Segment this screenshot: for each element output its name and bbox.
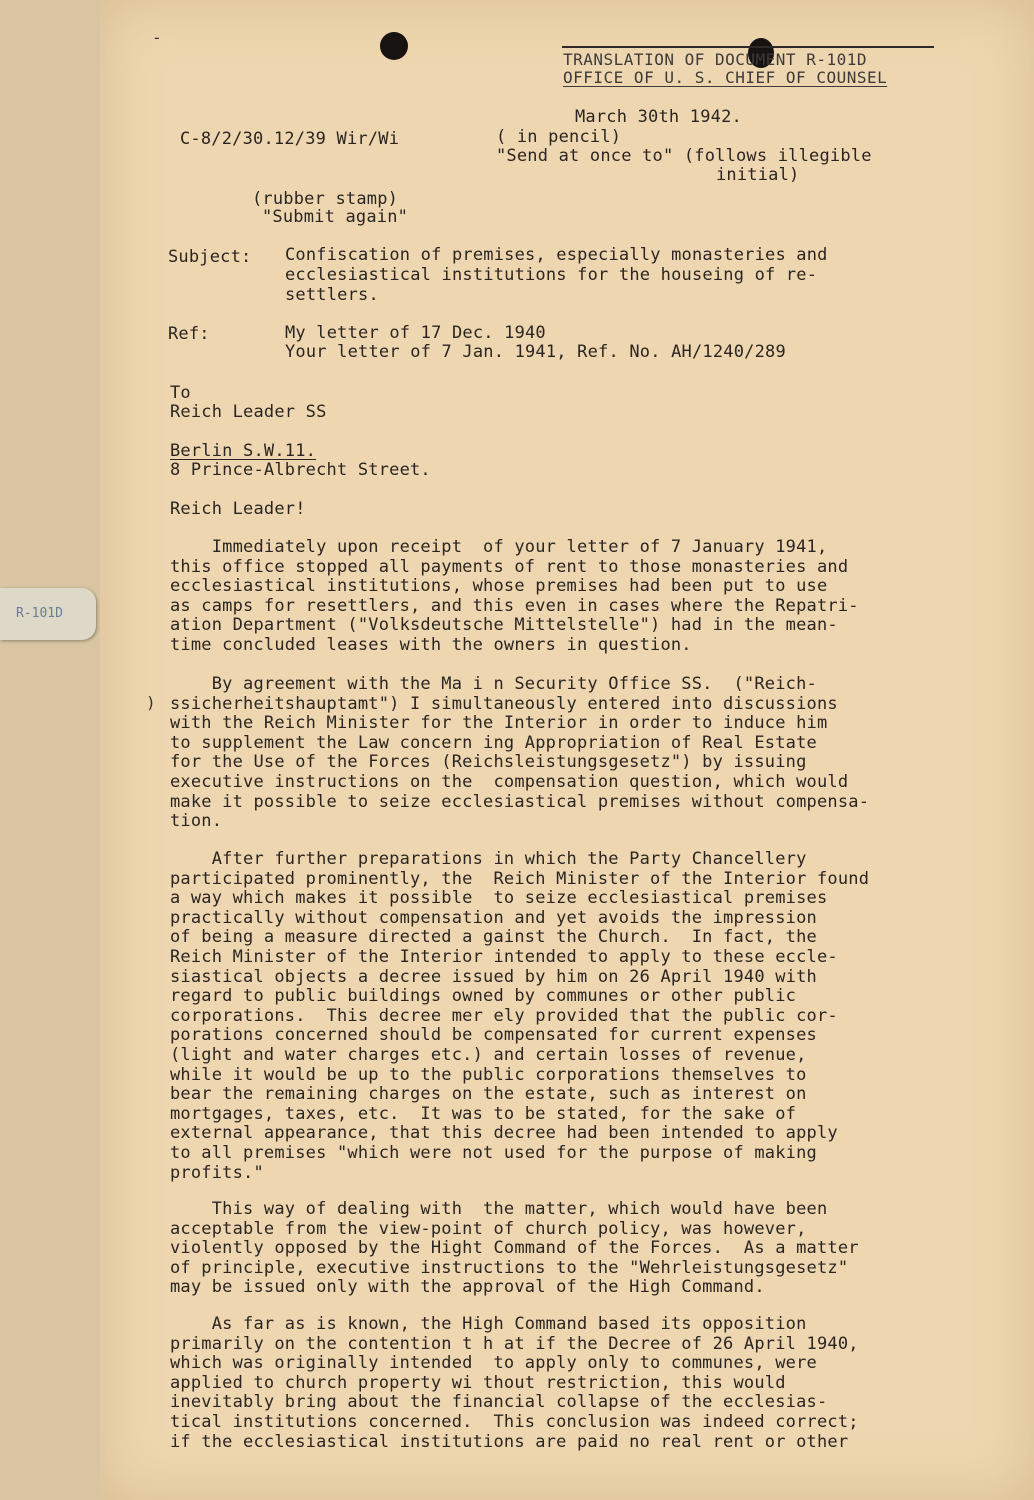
body-line: to supplement the Law concern ing Appropriation of Real Estate xyxy=(170,732,817,753)
address-recipient: Reich Leader SS xyxy=(170,402,327,422)
body-line: As far as is known, the High Command based its opposition xyxy=(170,1314,807,1334)
body-line: (light and water charges etc.) and certain losses of revenue, xyxy=(170,1045,807,1065)
body-line: mortgages, taxes, etc. It was to be stated, for the sake of xyxy=(170,1103,797,1124)
body-line: to all premises "which were not used for the purpose of making xyxy=(170,1143,817,1163)
body-line: as camps for resettlers, and this even in cases where the Repatri- xyxy=(170,595,859,616)
body-line: inevitably bring about the financial collapse of the ecclesias- xyxy=(170,1392,828,1413)
body-line: applied to church property wi thout restriction, this would xyxy=(170,1372,786,1393)
address-to: To xyxy=(170,383,191,403)
pencil-note-1: ( in pencil) xyxy=(496,127,622,147)
body-line: Immediately upon receipt of your letter of 7 January 1941, xyxy=(170,537,828,557)
stamp-note-1: (rubber stamp) xyxy=(252,189,399,209)
body-line: bear the remaining charges on the estate, such as interest on xyxy=(170,1084,807,1105)
body-line: ssicherheitshauptamt") I simultaneously entered into discussions xyxy=(170,693,838,714)
punch-hole xyxy=(380,32,408,60)
letter-date: March 30th 1942. xyxy=(575,107,742,127)
body-line: violently opposed by the Hight Command of the Forces. As a matter xyxy=(170,1238,859,1259)
body-line: executive instructions on the compensation question, which would xyxy=(170,772,849,792)
body-line: This way of dealing with the matter, which would have been xyxy=(170,1199,828,1219)
ref-line: Your letter of 7 Jan. 1941, Ref. No. AH/1240/289 xyxy=(285,342,786,362)
index-tab-label: R-101D xyxy=(16,606,63,621)
pencil-note-2: "Send at once to" (follows illegible xyxy=(496,146,872,166)
stamp-note-2: "Submit again" xyxy=(262,207,409,227)
subject-label: Subject: xyxy=(168,247,252,267)
body-line: of being a measure directed a gainst the Church. In fact, the xyxy=(170,927,817,948)
margin-mark: - xyxy=(152,28,162,47)
salutation: Reich Leader! xyxy=(170,499,306,519)
body-line: practically without compensation and yet avoids the impression xyxy=(170,907,817,928)
index-tab[interactable] xyxy=(0,588,96,640)
body-line: tical institutions concerned. This conclusion was indeed correct; xyxy=(170,1412,859,1432)
subject-line: ecclesiastical institutions for the houseing of re- xyxy=(285,265,818,285)
body-line: if the ecclesiastical institutions are paid no real rent or other xyxy=(170,1431,849,1452)
margin-mark: ) xyxy=(146,693,156,712)
body-line: porations concerned should be compensated for current expenses xyxy=(170,1025,817,1046)
header-line-2: OFFICE OF U. S. CHIEF OF COUNSEL xyxy=(563,68,888,87)
subject-line: Confiscation of premises, especially monasteries and xyxy=(285,245,828,265)
body-line: ation Department ("Volksdeutsche Mittelstelle") had in the mean- xyxy=(170,615,838,636)
body-line: which was originally intended to apply only to communes, were xyxy=(170,1353,817,1374)
body-line: participated prominently, the Reich Minister of the Interior found xyxy=(170,868,870,889)
body-line: external appearance, that this decree had been intended to apply xyxy=(170,1123,838,1144)
body-line: time concluded leases with the owners in question. xyxy=(170,635,692,655)
body-line: Reich Minister of the Interior intended to apply to these eccle- xyxy=(170,947,838,967)
binder-strip xyxy=(0,0,100,1500)
body-line: with the Reich Minister for the Interior in order to induce him xyxy=(170,713,828,734)
body-line: primarily on the contention t h at if the Decree of 26 April 1940, xyxy=(170,1333,859,1354)
body-line: for the Use of the Forces (Reichsleistungsgesetz") by issuing xyxy=(170,752,807,773)
body-line: By agreement with the Ma i n Security Office SS. ("Reich- xyxy=(170,674,817,694)
ref-line: My letter of 17 Dec. 1940 xyxy=(285,323,546,343)
body-line: After further preparations in which the Party Chancellery xyxy=(170,849,807,869)
page-edge xyxy=(0,0,100,1500)
body-line: may be issued only with the approval of the High Command. xyxy=(170,1277,765,1298)
address-street: 8 Prince-Albrecht Street. xyxy=(170,460,431,480)
ref-label: Ref: xyxy=(168,324,210,344)
body-line: make it possible to seize ecclesiastical premises without compensa- xyxy=(170,791,870,812)
body-line: tion. xyxy=(170,811,223,832)
body-line: a way which makes it possible to seize ecclesiastical premises xyxy=(170,888,828,909)
body-line: profits." xyxy=(170,1162,264,1183)
pencil-note-3: initial) xyxy=(716,165,800,185)
body-line: corporations. This decree mer ely provided that the public cor- xyxy=(170,1005,838,1026)
body-line: this office stopped all payments of rent to those monasteries and xyxy=(170,556,849,577)
header-line-1: TRANSLATION OF DOCUMENT R-101D xyxy=(563,50,867,69)
body-line: regard to public buildings owned by communes or other public xyxy=(170,986,797,1007)
subject-line: settlers. xyxy=(285,285,379,305)
header-rule xyxy=(562,46,934,48)
file-reference: C-8/2/30.12/39 Wir/Wi xyxy=(180,129,400,149)
body-line: ecclesiastical institutions, whose premises had been put to use xyxy=(170,576,828,597)
body-line: siastical objects a decree issued by him on 26 April 1940 with xyxy=(170,966,817,987)
body-line: while it would be up to the public corporations themselves to xyxy=(170,1064,807,1085)
body-line: of principle, executive instructions to the "Wehrleistungsgesetz" xyxy=(170,1257,849,1278)
address-city: Berlin S.W.11. xyxy=(170,441,317,461)
body-line: acceptable from the view-point of church policy, was however, xyxy=(170,1218,807,1239)
